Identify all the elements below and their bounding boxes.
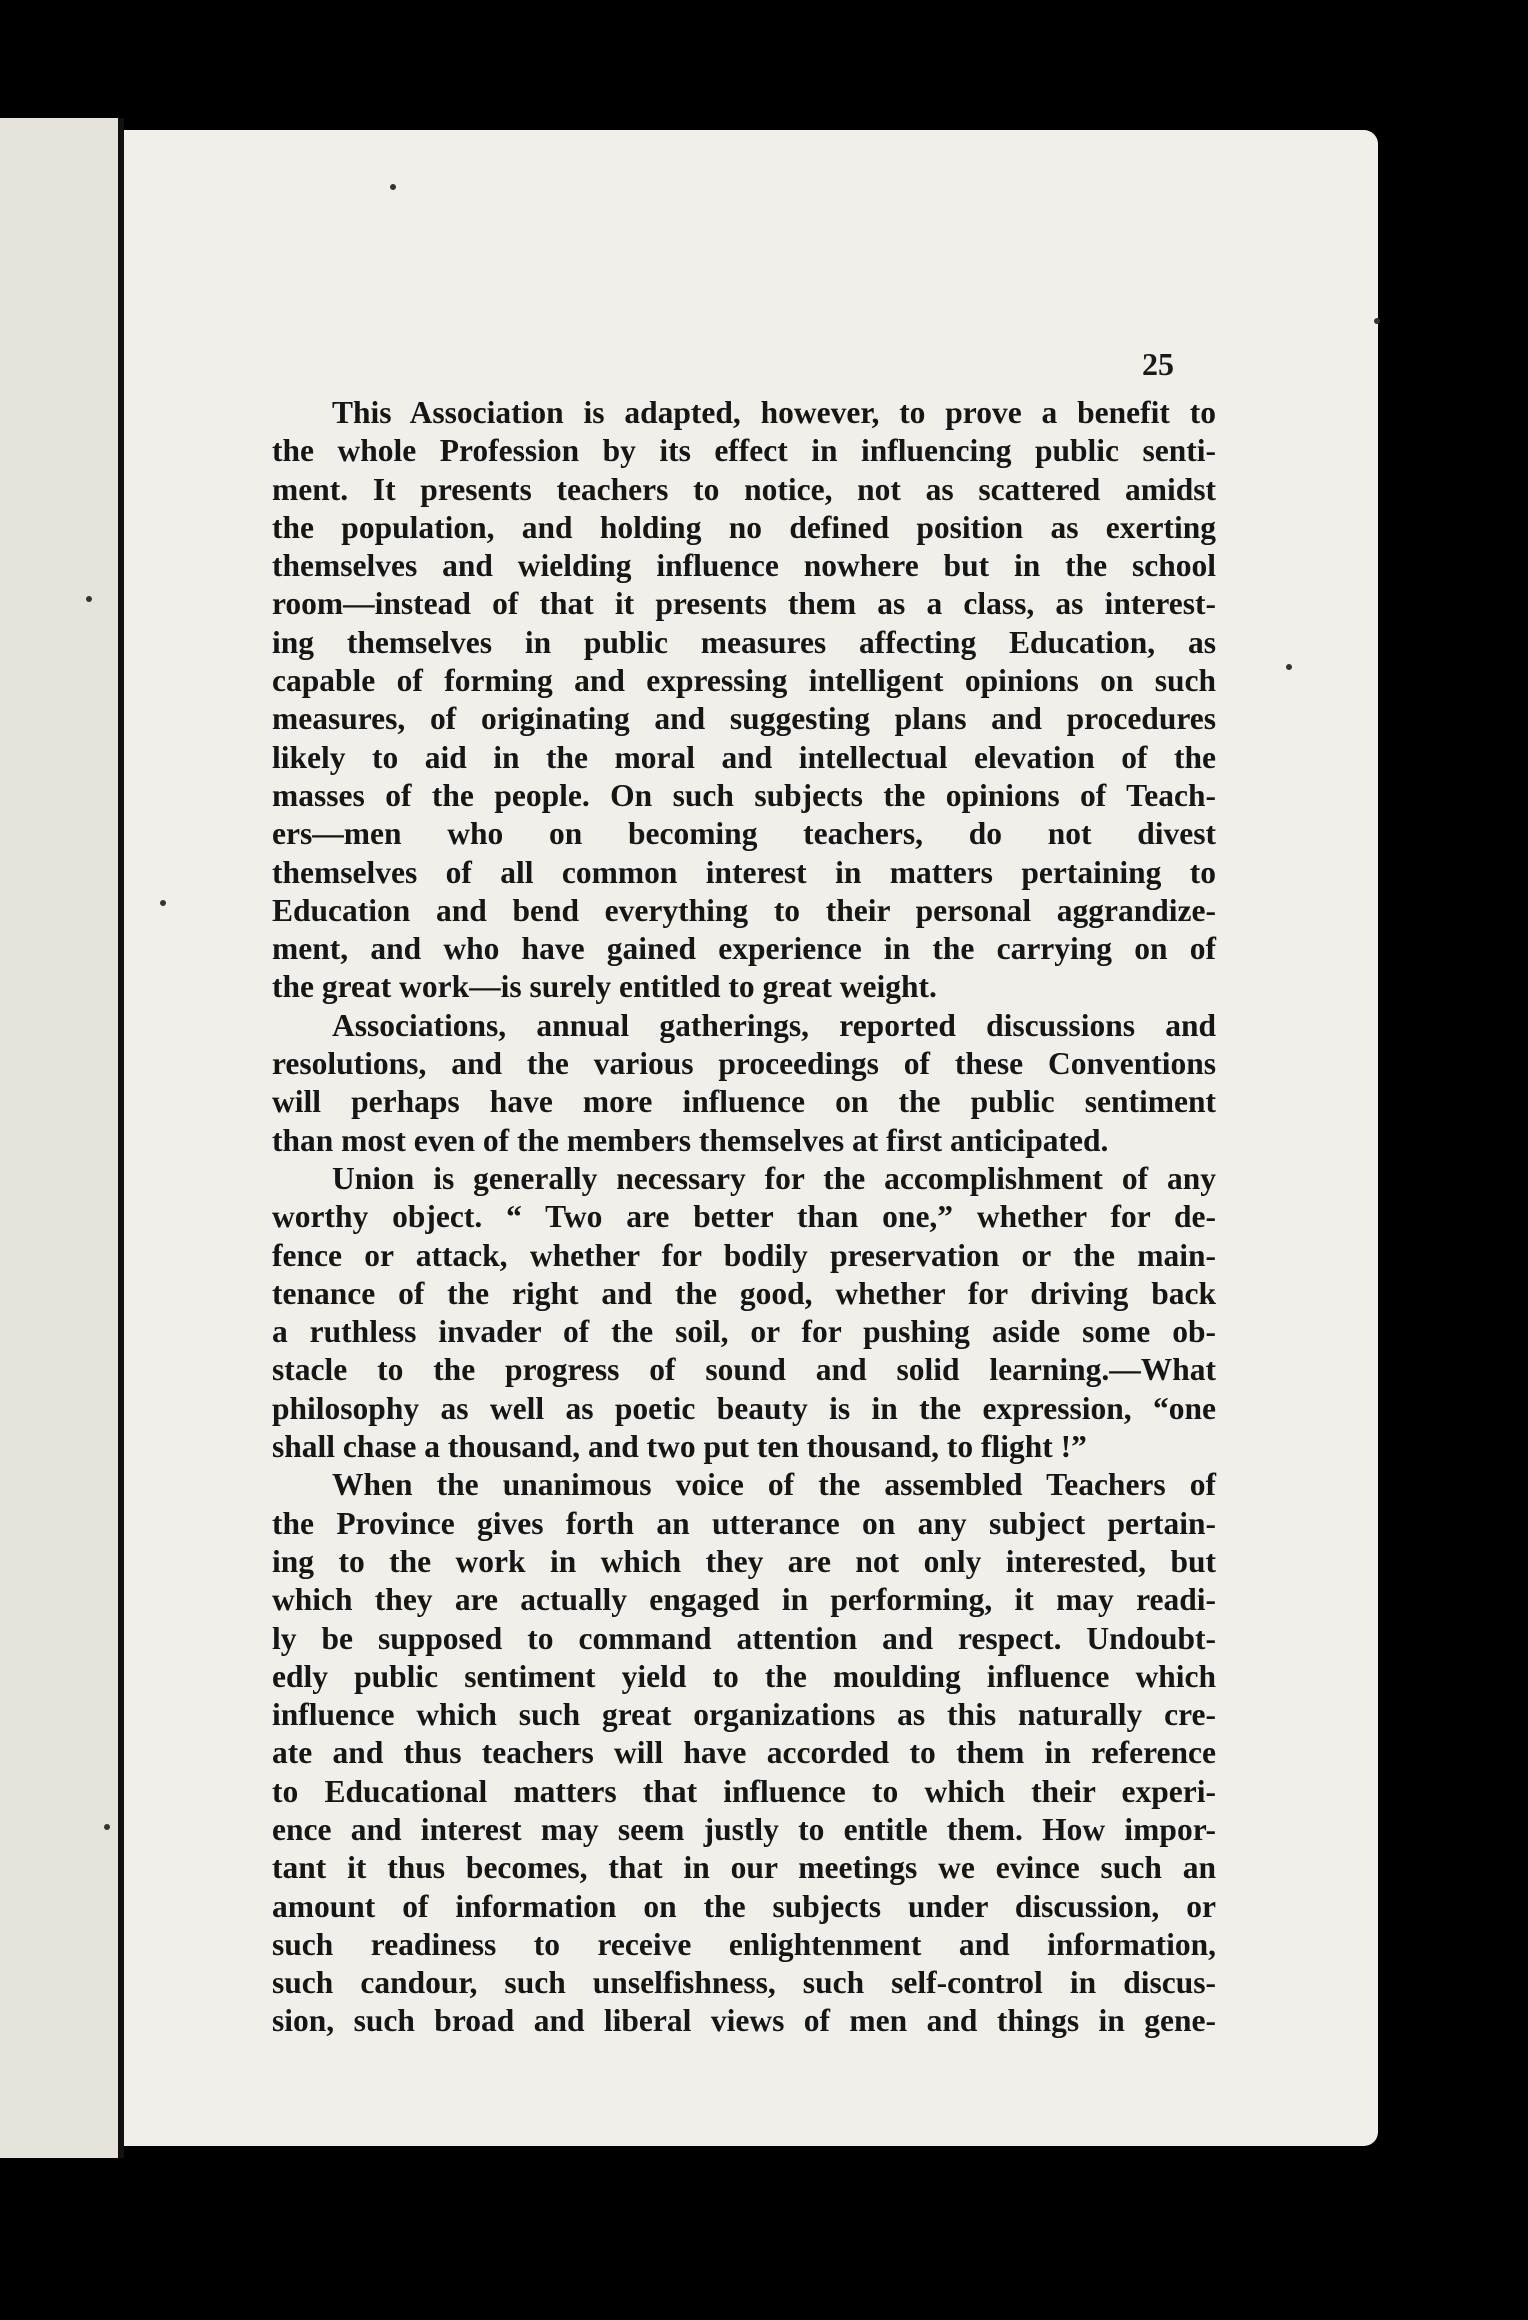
text-line: tant it thus becomes, that in our meetings we evince such an — [272, 1850, 1216, 1886]
print-speck — [160, 900, 166, 906]
text-line: likely to aid in the moral and intellectual elevation of the — [272, 739, 1216, 775]
text-line: tenance of the right and the good, whether for driving back — [272, 1275, 1216, 1311]
text-line: stacle to the progress of sound and solid learning.—What — [272, 1352, 1216, 1388]
text-line: the great work—is surely entitled to great weight. — [272, 969, 937, 1005]
text-line: ing themselves in public measures affecting Education, as — [272, 624, 1216, 660]
text-line: to Educational matters that influence to which their experi- — [272, 1773, 1216, 1809]
text-line: than most even of the members themselves at first anticipated. — [272, 1122, 1109, 1158]
text-line: sion, such broad and liberal views of men and things in gene- — [272, 2003, 1216, 2039]
body-text — [272, 394, 1216, 2041]
text-line: the population, and holding no defined position as exerting — [272, 509, 1216, 545]
facing-page-edge — [0, 118, 118, 2158]
text-line: ers—men who on becoming teachers, do not divest — [272, 816, 1216, 852]
text-line: edly public sentiment yield to the moulding influence which — [272, 1658, 1216, 1694]
text-line: capable of forming and expressing intelligent opinions on such — [272, 663, 1216, 699]
text-line: ate and thus teachers will have accorded to them in reference — [272, 1735, 1216, 1771]
print-speck — [104, 1824, 110, 1830]
page-number: 25 — [1142, 346, 1174, 382]
print-speck — [390, 184, 396, 190]
text-line: worthy object. “ Two are better than one,” whether for de- — [272, 1199, 1216, 1235]
text-line: the Province gives forth an utterance on any subject pertain- — [272, 1505, 1216, 1541]
text-line: themselves of all common interest in matters pertaining to — [272, 854, 1216, 890]
text-line: the whole Profession by its effect in influencing public senti- — [272, 433, 1216, 469]
text-line: measures, of originating and suggesting plans and procedures — [272, 701, 1216, 737]
text-line: such readiness to receive enlightenment and information, — [272, 1926, 1216, 1962]
text-line: philosophy as well as poetic beauty is in the expression, “one — [272, 1390, 1216, 1426]
text-line: Associations, annual gatherings, reported discussions and — [332, 1007, 1216, 1043]
text-line: fence or attack, whether for bodily preservation or the main- — [272, 1237, 1216, 1273]
text-line: room—instead of that it presents them as a class, as interest- — [272, 586, 1216, 622]
text-line: themselves and wielding influence nowhere but in the school — [272, 548, 1216, 584]
text-line: a ruthless invader of the soil, or for pushing aside some ob- — [272, 1314, 1216, 1350]
text-line: resolutions, and the various proceedings of these Conventions — [272, 1046, 1216, 1082]
text-line: This Association is adapted, however, to prove a benefit to — [332, 395, 1216, 430]
text-line: ment. It presents teachers to notice, not as scattered amidst — [272, 471, 1216, 507]
text-line: amount of information on the subjects under discussion, or — [272, 1888, 1216, 1924]
text-line: When the unanimous voice of the assembled Teachers of — [332, 1467, 1216, 1503]
text-line: will perhaps have more influence on the public sentiment — [272, 1084, 1216, 1120]
text-line: which they are actually engaged in performing, it may readi- — [272, 1582, 1216, 1618]
text-line: ence and interest may seem justly to entitle them. How impor- — [272, 1811, 1216, 1847]
text-line: such candour, such unselfishness, such self-control in discus- — [272, 1965, 1216, 2001]
text-line: Education and bend everything to their personal aggrandize- — [272, 892, 1216, 928]
text-line: shall chase a thousand, and two put ten thousand, to flight !” — [272, 1429, 1087, 1465]
print-speck — [1374, 318, 1380, 324]
text-line: masses of the people. On such subjects the opinions of Teach- — [272, 777, 1216, 813]
print-speck — [1286, 664, 1292, 670]
text-line: ment, and who have gained experience in the carrying on of — [272, 931, 1216, 967]
text-line: ing to the work in which they are not only interested, but — [272, 1543, 1216, 1579]
text-line: Union is generally necessary for the accomplishment of any — [332, 1160, 1216, 1196]
text-line: influence which such great organizations as this naturally cre- — [272, 1697, 1216, 1733]
text-line: ly be supposed to command attention and respect. Undoubt- — [272, 1620, 1216, 1656]
print-speck — [86, 596, 92, 602]
